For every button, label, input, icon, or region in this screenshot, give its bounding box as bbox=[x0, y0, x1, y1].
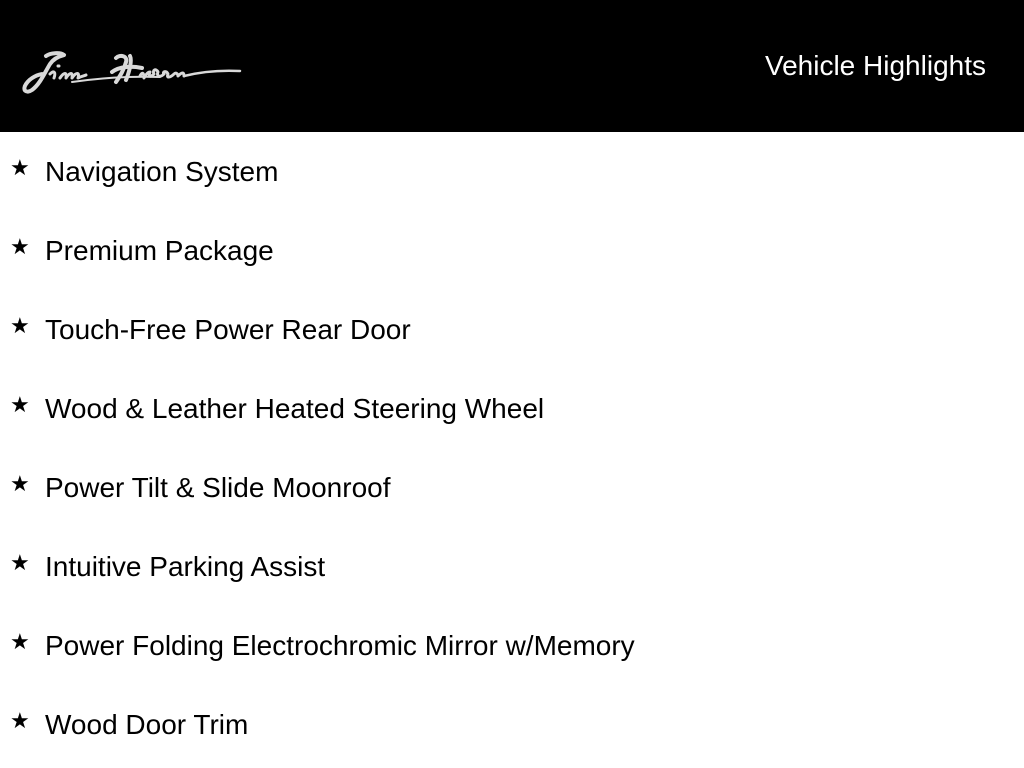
star-icon: ★ bbox=[10, 709, 30, 734]
list-item bbox=[0, 152, 1024, 192]
star-icon: ★ bbox=[10, 235, 30, 260]
highlight-label: Touch-Free Power Rear Door bbox=[45, 314, 411, 345]
list-item bbox=[0, 547, 1024, 587]
star-icon: ★ bbox=[10, 314, 30, 339]
star-icon: ★ bbox=[10, 156, 30, 181]
jim-hudson-signature-logo bbox=[20, 44, 244, 100]
list-item bbox=[0, 626, 1024, 666]
highlight-label: Power Folding Electrochromic Mirror w/Memory bbox=[45, 630, 635, 661]
highlight-label: Navigation System bbox=[45, 156, 279, 187]
star-icon: ★ bbox=[10, 393, 30, 418]
highlight-label: Wood Door Trim bbox=[45, 709, 249, 740]
list-item bbox=[0, 231, 1024, 271]
page-title: Vehicle Highlights bbox=[764, 50, 986, 81]
list-item bbox=[0, 468, 1024, 508]
highlight-label: Wood & Leather Heated Steering Wheel bbox=[45, 393, 545, 424]
list-item bbox=[0, 310, 1024, 350]
highlight-label: Premium Package bbox=[45, 235, 274, 266]
star-icon: ★ bbox=[10, 630, 30, 655]
star-icon: ★ bbox=[10, 472, 30, 497]
star-icon: ★ bbox=[10, 551, 30, 576]
highlight-label: Power Tilt & Slide Moonroof bbox=[45, 472, 391, 503]
header-bar bbox=[0, 0, 1024, 132]
list-item bbox=[0, 389, 1024, 429]
list-item bbox=[0, 705, 1024, 745]
highlight-label: Intuitive Parking Assist bbox=[45, 551, 326, 582]
